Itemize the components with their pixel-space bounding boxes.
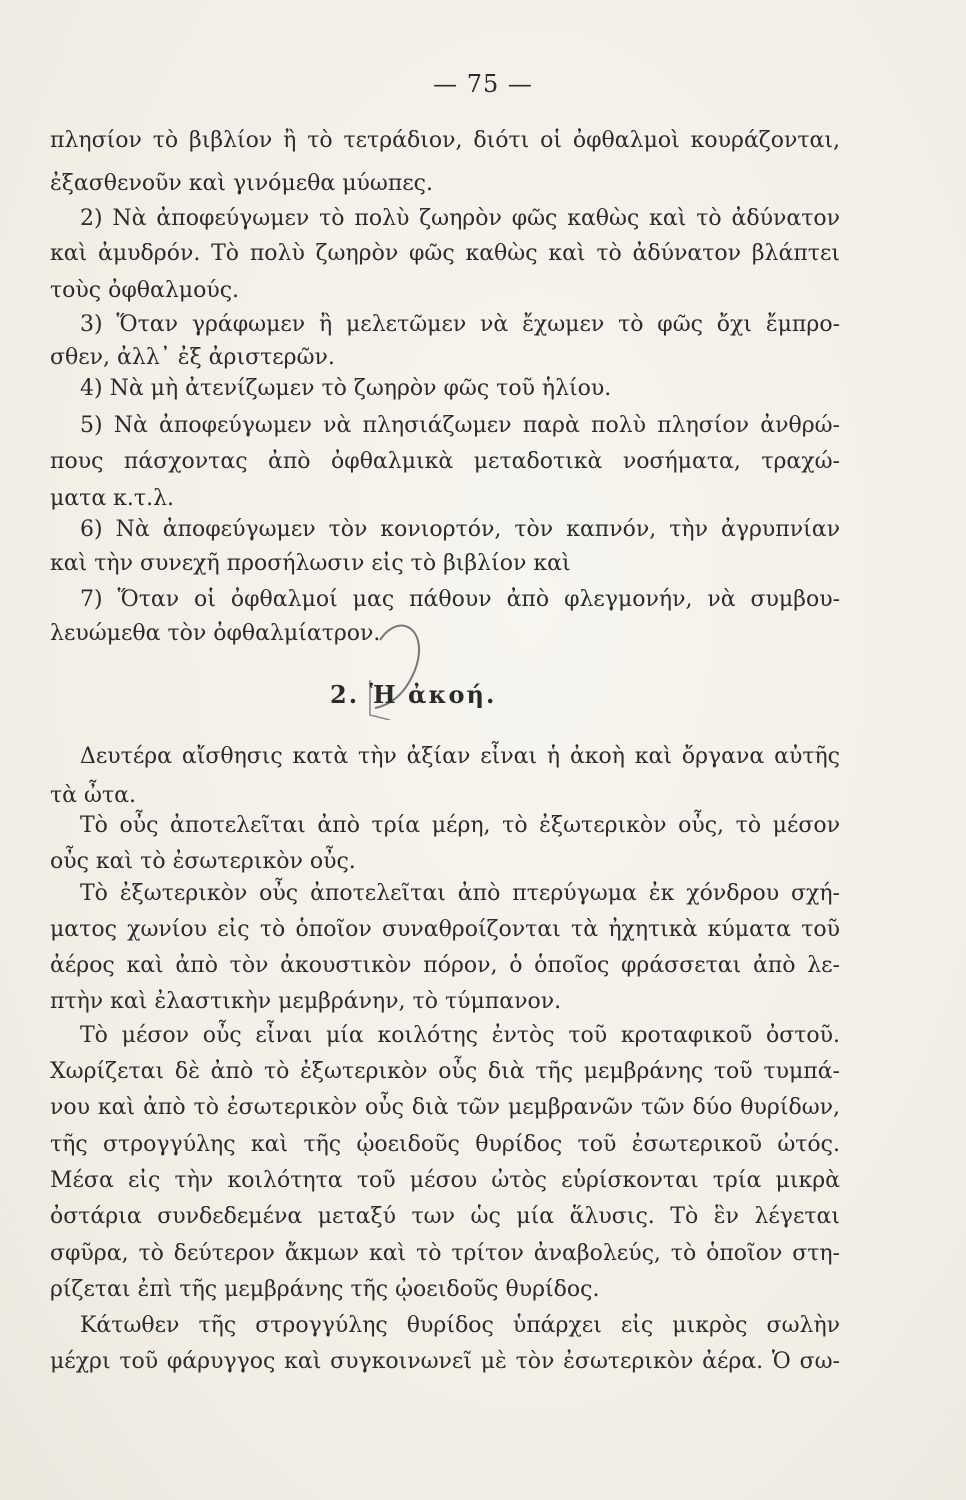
text-line: τοὺς ὀφθαλμούς. [50, 278, 240, 303]
text-line: ἐξασθενοῦν καὶ γινόμεθα μύωπες. [50, 171, 433, 196]
text-line: σθεν, ἀλλ᾽ ἐξ ἀριστερῶν. [50, 345, 335, 370]
text-line: ὀστάρια συνδεδεμένα μεταξύ των ὡς μία ἅλυσις. Τὸ ἓν λέγεται [50, 1204, 840, 1229]
text-line: 7) Ὅταν οἱ ὀφθαλμοί μας πάθουν ἀπὸ φλεγμονήν, νὰ συμβου- [80, 587, 840, 612]
text-line: 4) Νὰ μὴ ἀτενίζωμεν τὸ ζωηρὸν φῶς τοῦ ἡλίου. [80, 376, 612, 401]
text-line: καὶ ἀμυδρόν. Τὸ πολὺ ζωηρὸν φῶς καθὼς καὶ τὸ ἀδύνατον βλάπτει [50, 241, 840, 266]
text-line: πτὴν καὶ ἐλαστικὴν μεμβράνην, τὸ τύμπανον. [50, 989, 562, 1014]
text-line: Κάτωθεν τῆς στρογγύλης θυρίδος ὑπάρχει εἰς μικρὸς σωλὴν [80, 1313, 840, 1338]
text-line: τῆς στρογγύλης καὶ τῆς ᾠοειδοῦς θυρίδος τοῦ ἐσωτερικοῦ ὠτός. [50, 1132, 840, 1157]
text-line: 3) Ὅταν γράφωμεν ἢ μελετῶμεν νὰ ἔχωμεν τὸ φῶς ὄχι ἔμπρο- [80, 312, 840, 337]
text-line: πους πάσχοντας ἀπὸ ὀφθαλμικὰ μεταδοτικὰ νοσήματα, τραχώ- [50, 449, 840, 474]
text-line: νου καὶ ἀπὸ τὸ ἐσωτερικὸν οὖς διὰ τῶν μεμβρανῶν τῶν δύο θυρίδων, [50, 1095, 840, 1120]
text-line: καὶ τὴν συνεχῆ προσήλωσιν εἰς τὸ βιβλίον καὶ [50, 551, 571, 576]
text-line: Δευτέρα αἴσθησις κατὰ τὴν ἀξίαν εἶναι ἡ ἀκοὴ καὶ ὄργανα αὐτῆς [80, 744, 840, 769]
section-heading: 2. Ἡ ἀκοή. [330, 680, 497, 709]
text-line: τὰ ὦτα. [50, 783, 136, 808]
text-line: μέχρι τοῦ φάρυγγος καὶ συγκοινωνεῖ μὲ τὸν ἐσωτερικὸν ἀέρα. Ὁ σω- [50, 1349, 840, 1374]
text-line: 6) Νὰ ἀποφεύγωμεν τὸν κονιορτόν, τὸν καπνόν, τὴν ἀγρυπνίαν [80, 517, 840, 542]
text-line: 5) Νὰ ἀποφεύγωμεν νὰ πλησιάζωμεν παρὰ πολὺ πλησίον ἀνθρώ- [80, 413, 840, 438]
text-line: ματα κ.τ.λ. [50, 486, 175, 511]
text-line: 2) Νὰ ἀποφεύγωμεν τὸ πολὺ ζωηρὸν φῶς καθὼς καὶ τὸ ἀδύνατον [80, 206, 840, 231]
text-line: ματος χωνίου εἰς τὸ ὁποῖον συναθροίζονται τὰ ἠχητικὰ κύματα τοῦ [50, 917, 840, 942]
text-line: Τὸ ἐξωτερικὸν οὖς ἀποτελεῖται ἀπὸ πτερύγωμα ἐκ χόνδρου σχή- [80, 881, 840, 906]
text-line: Τὸ μέσον οὖς εἶναι μία κοιλότης ἐντὸς τοῦ κροταφικοῦ ὀστοῦ. [80, 1023, 840, 1048]
text-line: σφῦρα, τὸ δεύτερον ἄκμων καὶ τὸ τρίτον ἀναβολεύς, τὸ ὁποῖον στη- [50, 1241, 840, 1266]
text-line: ρίζεται ἐπὶ τῆς μεμβράνης τῆς ᾠοειδοῦς θυρίδος. [50, 1277, 600, 1302]
page-number: — 75 — [433, 70, 533, 98]
text-line: Χωρίζεται δὲ ἀπὸ τὸ ἐξωτερικὸν οὖς διὰ τῆς μεμβράνης τοῦ τυμπά- [50, 1059, 840, 1084]
text-line: λευώμεθα τὸν ὀφθαλμίατρον. [50, 621, 381, 646]
text-line: οὖς καὶ τὸ ἐσωτερικὸν οὖς. [50, 849, 356, 874]
text-line: Μέσα εἰς τὴν κοιλότητα τοῦ μέσου ὠτὸς εὑρίσκονται τρία μικρὰ [50, 1168, 840, 1193]
text-line: πλησίον τὸ βιβλίον ἢ τὸ τετράδιον, διότι οἱ ὀφθαλμοὶ κουράζονται, [50, 128, 840, 153]
text-line: Τὸ οὖς ἀποτελεῖται ἀπὸ τρία μέρη, τὸ ἐξωτερικὸν οὖς, τὸ μέσον [80, 813, 840, 838]
text-line: ἀέρος καὶ ἀπὸ τὸν ἀκουστικὸν πόρον, ὁ ὁποῖος φράσσεται ἀπὸ λε- [50, 953, 840, 978]
